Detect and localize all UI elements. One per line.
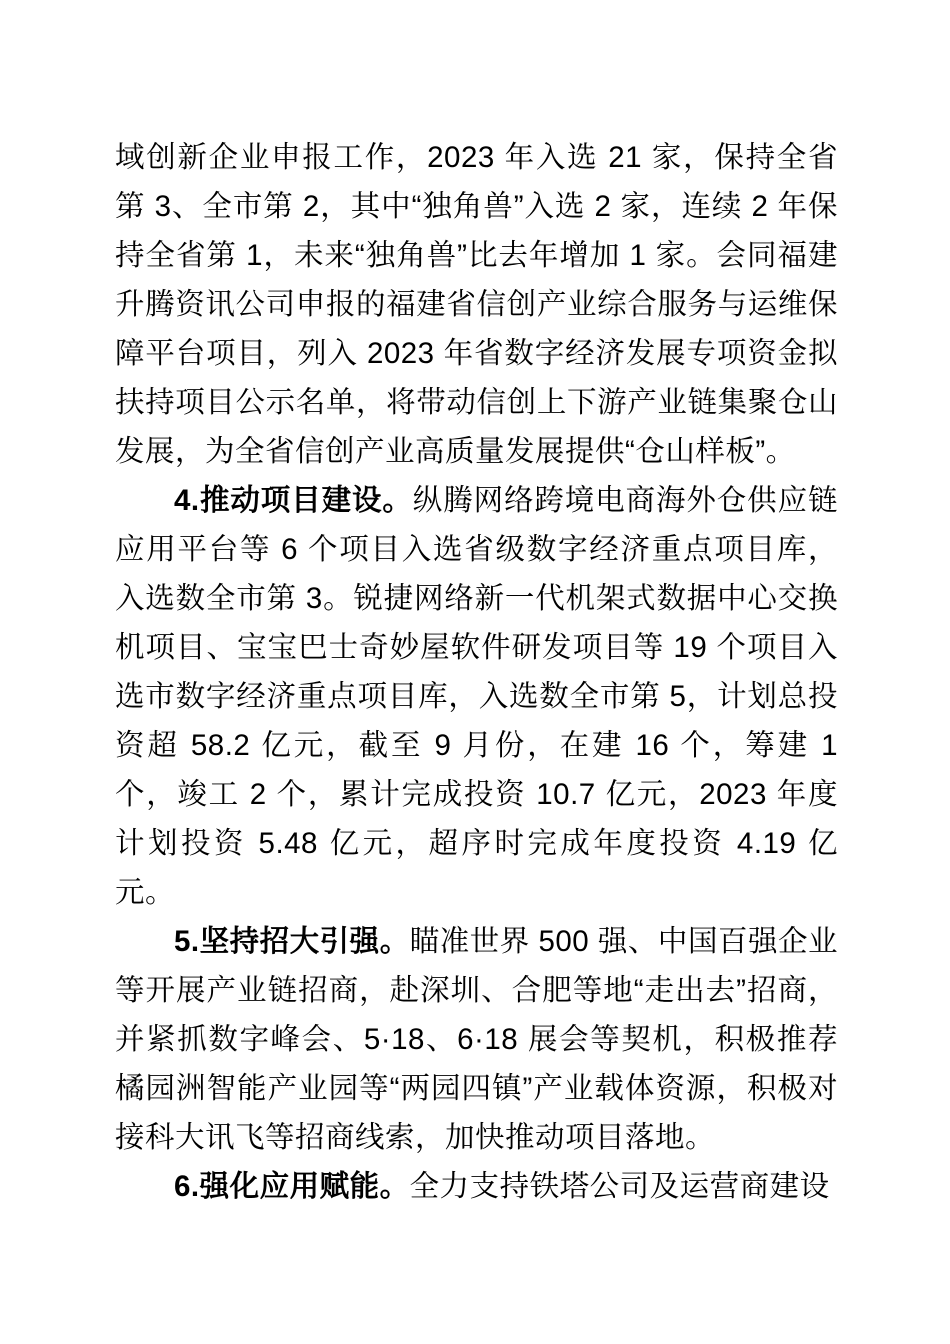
paragraph-body: 域创新企业申报工作，2023 年入选 21 家，保持全省第 3、全市第 2，其中“独角兽”入选 2 家，连续 2 年保持全省第 1，未来“独角兽”比去年增加 1 家。会同福建升腾资讯公司申报的福建省信创产业综合服务与运维保障平台项目，列入 2023 年省数字经济发展专项资金拟扶持项目公示名单，将带动信创上下游产业链集聚仓山发展，为全省信创产业高质量发展提供“仓山样板”。 (115, 141, 838, 468)
paragraph-body: 瞄准世界 500 强、中国百强企业等开展产业链招商，赴深圳、合肥等地“走出去”招商，并紧抓数字峰会、5·18、6·18 展会等契机，积极推荐橘园洲智能产业园等“两园四镇”产业载体资源，积极对接科大讯飞等招商线索，加快推动项目落地。 (115, 925, 838, 1154)
paragraph-continuation (115, 133, 838, 476)
paragraph-body: 纵腾网络跨境电商海外仓供应链应用平台等 6 个项目入选省级数字经济重点项目库，入选数全市第 3。锐捷网络新一代机架式数据中心交换机项目、宝宝巴士奇妙屋软件研发项目等 19 个项目入选市数字经济重点项目库，入选数全市第 5，计划总投资超 58.2 亿元，截至 9 月份，在建 16 个，筹建 1 个，竣工 2 个，累计完成投资 10.7 亿元，2023 年度计划投资 5.48 亿元，超序时完成年度投资 4.19 亿元。 (115, 484, 838, 909)
paragraph-lead: 4.推动项目建设。 (174, 484, 413, 517)
paragraph-section-4 (115, 476, 838, 917)
paragraph-section-5 (115, 917, 838, 1162)
document-text-block (115, 133, 838, 1211)
paragraph-section-6 (115, 1162, 838, 1211)
paragraph-body: 全力支持铁塔公司及运营商建设 (409, 1170, 830, 1203)
paragraph-lead: 5.坚持招大引强。 (174, 925, 410, 958)
paragraph-lead: 6.强化应用赋能。 (174, 1170, 410, 1203)
